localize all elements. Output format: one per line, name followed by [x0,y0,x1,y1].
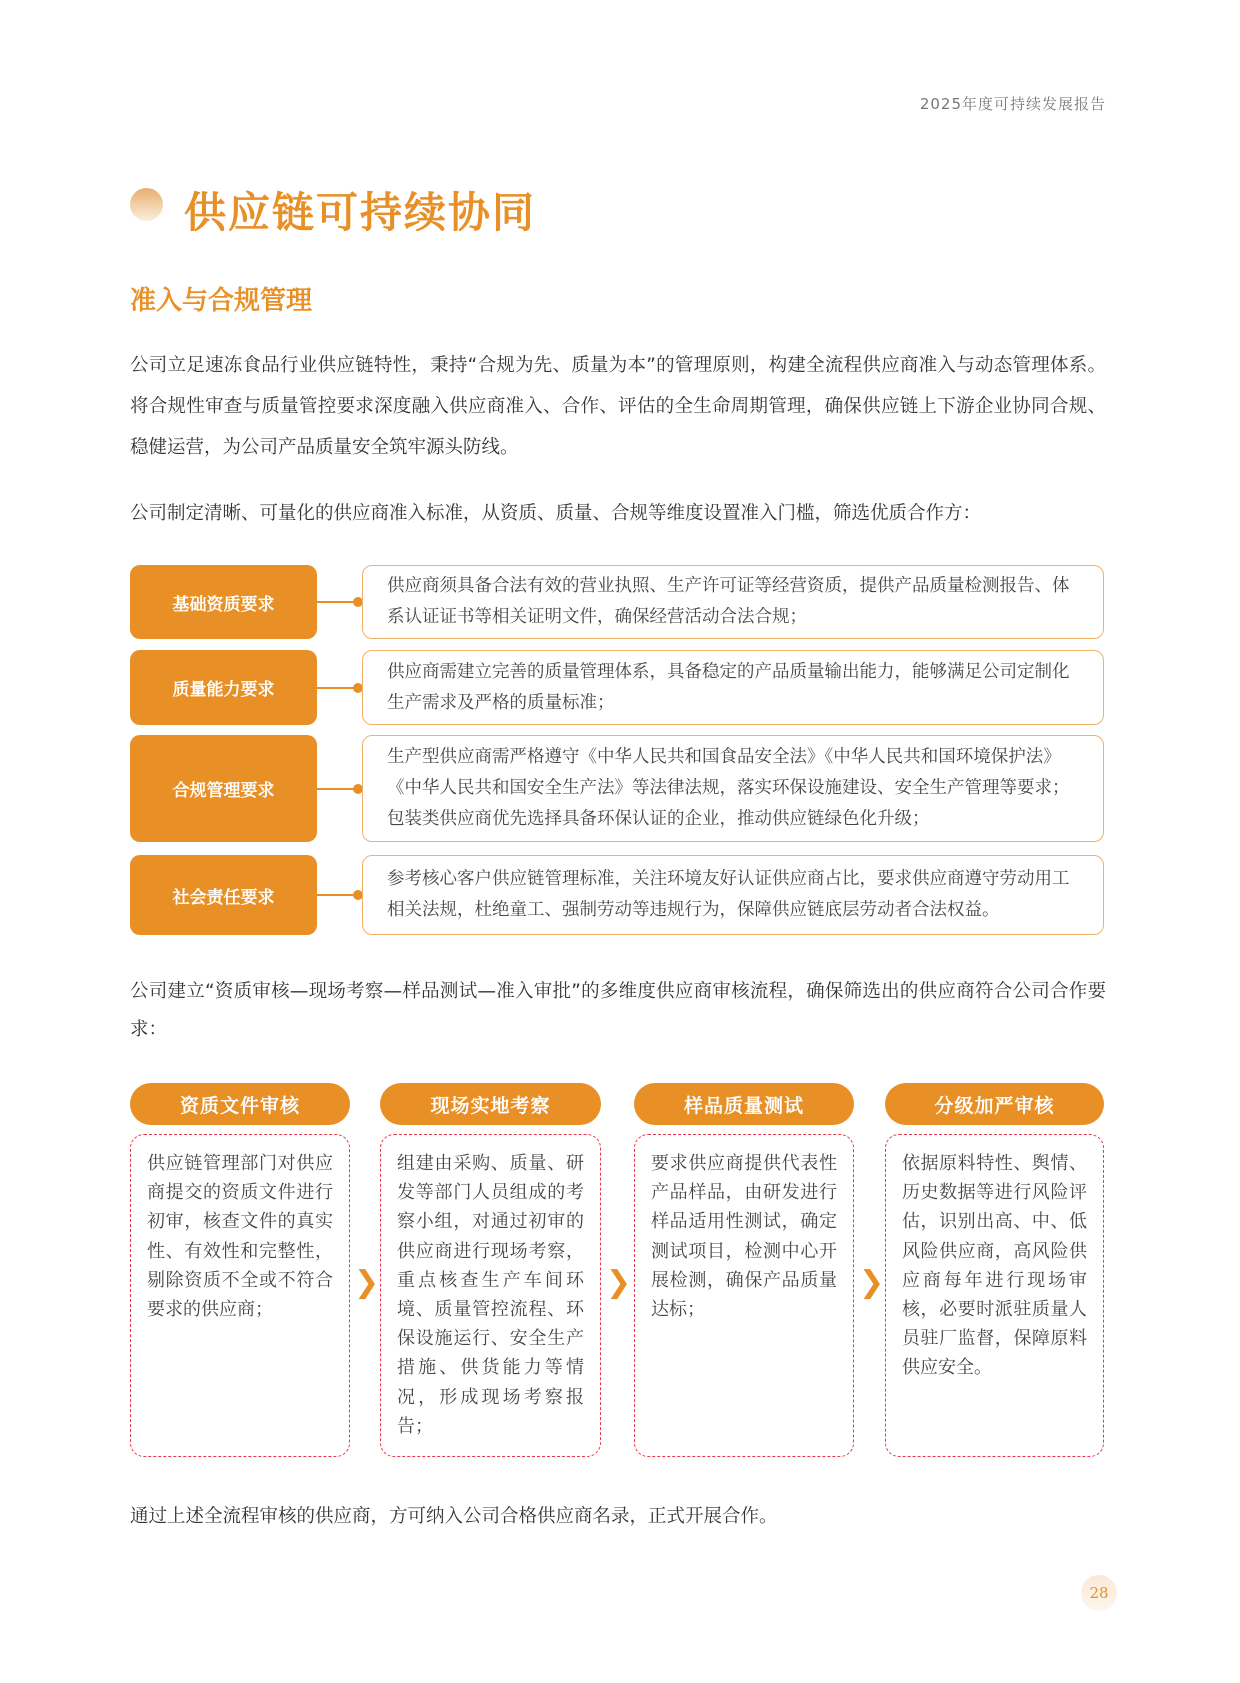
page-title: 供应链可持续协同 [184,188,537,237]
chevron-right-icon: ❯ [606,1265,632,1300]
requirement-label: 合规管理要求 [130,735,317,842]
requirement-label: 基础资质要求 [130,565,317,639]
step-text: 组建由采购、质量、研发等部门人员组成的考察小组，对通过初审的供应商进行现场考察，重点核查生产车间环境、质量管控流程、环保设施运行、安全生产措施、供货能力等情况，形成现场考察报告； [380,1134,601,1457]
step-text: 依据原料特性、舆情、历史数据等进行风险评估，识别出高、中、低风险供应商，高风险供应商每年进行现场审核，必要时派驻质量人员驻厂监督，保障原料供应安全。 [885,1134,1104,1457]
chevron-right-icon: ❯ [859,1265,885,1300]
report-header: 2025年度可持续发展报告 [919,95,1106,113]
connector [317,788,362,790]
chevron-right-icon: ❯ [354,1265,380,1300]
requirement-text: 参考核心客户供应链管理标准，关注环境友好认证供应商占比，要求供应商遵守劳动用工相关法规，杜绝童工、强制劳动等违规行为，保障供应链底层劳动者合法权益。 [362,855,1104,935]
connector [317,894,362,896]
section-heading: 准入与合规管理 [130,286,313,316]
requirement-label: 社会责任要求 [130,855,317,935]
requirement-text: 供应商须具备合法有效的营业执照、生产许可证等经营资质，提供产品质量检测报告、体系认证证书等相关证明文件，确保经营活动合法合规； [362,565,1104,639]
requirement-text: 供应商需建立完善的质量管理体系，具备稳定的产品质量输出能力，能够满足公司定制化生产需求及严格的质量标准； [362,650,1104,725]
step-title: 分级加严审核 [885,1083,1104,1125]
step-title: 样品质量测试 [634,1083,854,1125]
requirement-text: 生产型供应商需严格遵守《中华人民共和国食品安全法》《中华人民共和国环境保护法》《中华人民共和国安全生产法》等法律法规，落实环保设施建设、安全生产管理等要求；包装类供应商优先选择具备环保认证的企业，推动供应链绿色化升级； [362,735,1104,842]
closing-paragraph: 通过上述全流程审核的供应商，方可纳入公司合格供应商名录，正式开展合作。 [130,1506,778,1527]
step-title: 现场实地考察 [380,1083,601,1125]
requirement-label: 质量能力要求 [130,650,317,725]
intro-paragraph: 公司立足速冻食品行业供应链特性，秉持“合规为先、质量为本”的管理原则，构建全流程供应商准入与动态管理体系。将合规性审查与质量管控要求深度融入供应商准入、合作、评估的全生命周期管理，确保供应链上下游企业协同合规、稳健运营，为公司产品质量安全筑牢源头防线。 [130,355,1106,458]
step-text: 要求供应商提供代表性产品样品，由研发进行样品适用性测试，确定测试项目，检测中心开展检测，确保产品质量达标； [634,1134,854,1457]
page-number: 28 [1081,1575,1117,1611]
connector [317,687,362,689]
connector [317,601,362,603]
process-paragraph: 公司建立“资质审核—现场考察—样品测试—准入审批”的多维度供应商审核流程，确保筛选出的供应商符合公司合作要求： [130,981,1106,1040]
step-text: 供应链管理部门对供应商提交的资质文件进行初审，核查文件的真实性、有效性和完整性，剔除资质不全或不符合要求的供应商； [130,1134,350,1457]
title-bullet-icon [130,188,163,221]
standards-paragraph: 公司制定清晰、可量化的供应商准入标准，从资质、质量、合规等维度设置准入门槛，筛选优质合作方： [130,503,982,524]
step-title: 资质文件审核 [130,1083,350,1125]
